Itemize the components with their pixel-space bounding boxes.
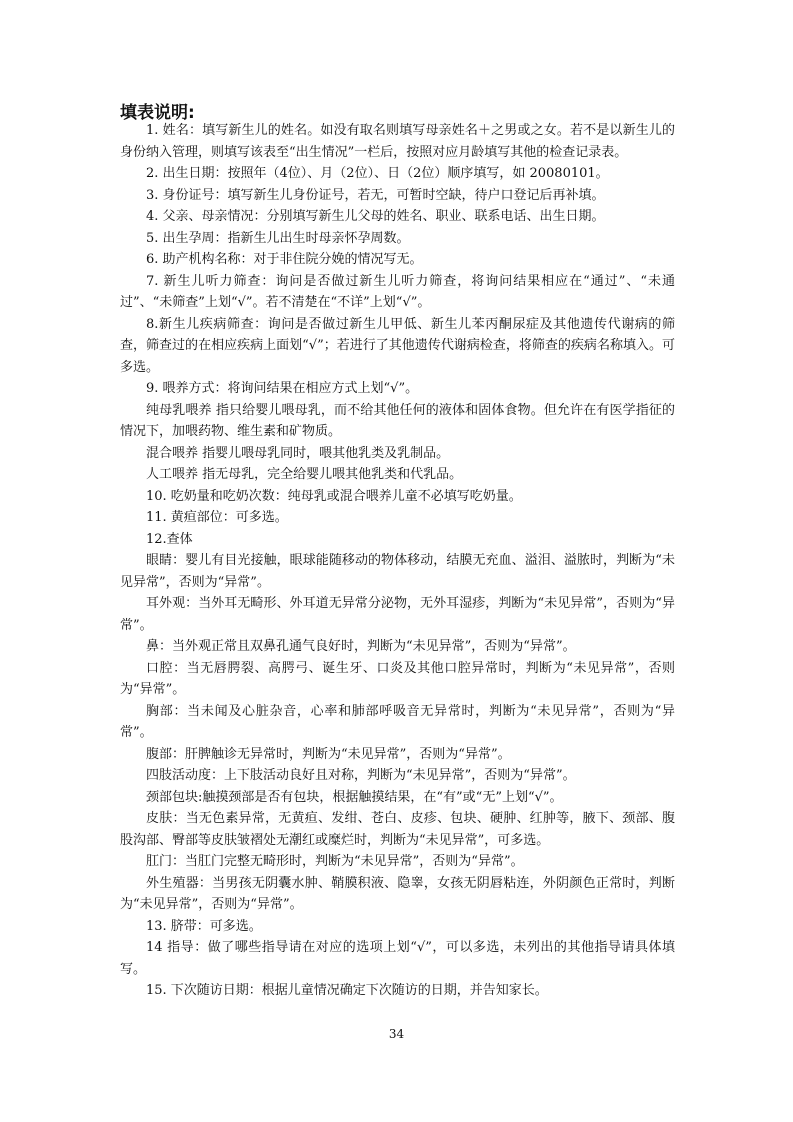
- instruction-paragraph: 3. 身份证号：填写新生儿身份证号，若无，可暂时空缺，待户口登记后再补填。: [146, 187, 605, 203]
- instruction-paragraph: 四肢活动度：上下肢活动良好且对称，判断为“未见异常”，否则为“异常”。: [146, 768, 576, 783]
- instruction-paragraph: 皮肤：当无色素异常，无黄疸、发绀、苍白、皮疹、包块、硬肿、红肿等，腋下、颈部、腹股沟部、臀部等皮肤皱褶处无潮红或糜烂时，判断为“未见异常”，可多选。: [120, 811, 675, 848]
- instruction-paragraph: 胸部：当未闻及心脏杂音，心率和肺部呼吸音无异常时，判断为“未见异常”，否则为“异常”。: [120, 703, 675, 740]
- instruction-paragraph: 纯母乳喂养 指只给婴儿喂母乳，而不给其他任何的液体和固体食物。但允许在有医学指征的情况下，加喂药物、维生素和矿物质。: [120, 402, 675, 439]
- instruction-paragraph: 6. 助产机构名称：对于非住院分娩的情况写无。: [146, 252, 423, 267]
- instruction-paragraph: 1. 姓名：填写新生儿的姓名。如没有取名则填写母亲姓名＋之男或之女。若不是以新生儿的身份纳入管理，则填写该表至“出生情况”一栏后，按照对应月龄填写其他的检查记录表。: [120, 123, 675, 160]
- instruction-paragraph: 10. 吃奶量和吃奶次数：纯母乳或混合喂养儿童不必填写吃奶量。: [146, 488, 522, 504]
- instruction-paragraph: 眼睛：婴儿有目光接触，眼球能随移动的物体移动，结膜无充血、溢泪、溢脓时，判断为“未见异常”，否则为“异常”。: [120, 553, 675, 590]
- instruction-paragraph: 15. 下次随访日期：根据儿童情况确定下次随访的日期，并告知家长。: [146, 983, 548, 998]
- instruction-paragraph: 7. 新生儿听力筛查：询问是否做过新生儿听力筛查，将询问结果相应在“通过”、“未通过”、“未筛查”上划“√”。若不清楚在“不详”上划“√”。: [120, 273, 675, 310]
- instruction-paragraph: 2. 出生日期：按照年（4位）、月（2位）、日（2位）顺序填写，如 20080101。: [146, 166, 609, 181]
- instruction-paragraph: 5. 出生孕周：指新生儿出生时母亲怀孕周数。: [146, 230, 410, 246]
- instruction-paragraph: 肛门：当肛门完整无畸形时，判断为“未见异常”，否则为“异常”。: [146, 854, 524, 869]
- instruction-paragraph: 14 指导：做了哪些指导请在对应的选项上划“√”，可以多选，未列出的其他指导请具体填写。: [120, 940, 675, 977]
- instruction-paragraph: 人工喂养 指无母乳，完全给婴儿喂其他乳类和代乳品。: [146, 467, 463, 482]
- instruction-paragraph: 12.查体: [146, 531, 193, 547]
- instructions-body: [120, 120, 675, 1002]
- instruction-paragraph: 8.新生儿疾病筛查：询问是否做过新生儿甲低、新生儿苯丙酮尿症及其他遗传代谢病的筛查，筛查过的在相应疾病上面划“√”；若进行了其他遗传代谢病检查，将筛查的疾病名称填入。可多选。: [120, 316, 675, 375]
- instruction-paragraph: 口腔：当无唇腭裂、高腭弓、诞生牙、口炎及其他口腔异常时，判断为“未见异常”，否则为“异常”。: [120, 660, 675, 697]
- instruction-paragraph: 混合喂养 指婴儿喂母乳同时，喂其他乳类及乳制品。: [146, 445, 450, 461]
- instruction-paragraph: 耳外观：当外耳无畸形、外耳道无异常分泌物，无外耳湿疹，判断为“未见异常”，否则为“异常”。: [120, 596, 675, 633]
- instruction-paragraph: 颈部包块:触摸颈部是否有包块，根据触摸结果，在“有”或“无”上划“√”。: [146, 789, 563, 805]
- instruction-paragraph: 腹部：肝脾触诊无异常时，判断为“未见异常”，否则为“异常”。: [146, 746, 511, 762]
- instruction-paragraph: 外生殖器：当男孩无阴囊水肿、鞘膜积液、隐睾，女孩无阴唇粘连，外阴颜色正常时，判断为“未见异常”，否则为“异常”。: [120, 875, 675, 912]
- page-number: 34: [388, 1027, 405, 1041]
- instruction-paragraph: 4. 父亲、母亲情况：分别填写新生儿父母的姓名、职业、联系电话、出生日期。: [146, 209, 605, 224]
- instruction-paragraph: 9. 喂养方式：将询问结果在相应方式上划“√”。: [146, 381, 419, 396]
- instruction-paragraph: 11. 黄疸部位：可多选。: [146, 510, 288, 525]
- instruction-paragraph: 鼻：当外观正常且双鼻孔通气良好时，判断为“未见异常”，否则为“异常”。: [146, 639, 576, 654]
- page-title: 填表说明:: [120, 103, 195, 123]
- instruction-paragraph: 13. 脐带：可多选。: [146, 918, 262, 934]
